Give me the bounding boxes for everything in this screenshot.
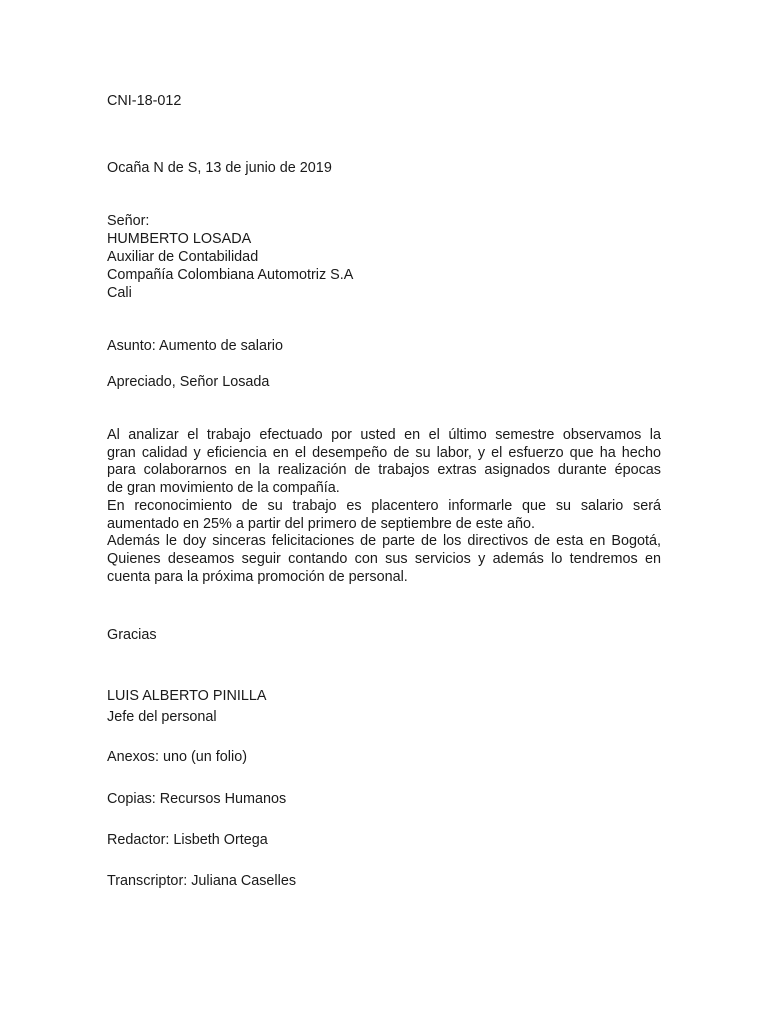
body-line: para colaborarnos en la realización de trabajos extras asignados durante épocas [107, 462, 661, 479]
body-line: gran calidad y eficiencia en el desempeño de su labor, y el esfuerzo que ha hecho [107, 444, 661, 461]
recipient-block [107, 212, 353, 302]
body-line: aumentado en 25% a partir del primero de septiembre de este año. [107, 515, 535, 532]
body-line: cuenta para la próxima promoción de personal. [107, 568, 408, 585]
closing: Gracias [107, 627, 157, 643]
recipient-salutation-title: Señor: [107, 213, 150, 229]
recipient-city: Cali [107, 285, 132, 301]
sender-name: LUIS ALBERTO PINILLA [107, 688, 267, 704]
greeting: Apreciado, Señor Losada [107, 374, 270, 390]
sender-title: Jefe del personal [107, 709, 217, 725]
body-line: Quienes deseamos seguir contando con sus servicios y además lo tendremos en [107, 550, 661, 567]
transcriber-line: Transcriptor: Juliana Caselles [107, 873, 297, 889]
place-date: Ocaña N de S, 13 de junio de 2019 [107, 160, 332, 176]
copies-line: Copias: Recursos Humanos [107, 791, 287, 807]
recipient-name: HUMBERTO LOSADA [107, 231, 252, 247]
subject-line: Asunto: Aumento de salario [107, 338, 283, 354]
annexes-line: Anexos: uno (un folio) [107, 749, 247, 765]
body-line: Además le doy sinceras felicitaciones de parte de los directivos de esta en Bogotá, [107, 533, 661, 550]
recipient-position: Auxiliar de Contabilidad [107, 249, 259, 265]
reference-code: CNI-18-012 [107, 93, 182, 109]
body-line: Al analizar el trabajo efectuado por usted en el último semestre observamos la [107, 427, 661, 443]
letter-body [107, 427, 661, 586]
body-line: de gran movimiento de la compañía. [107, 480, 340, 497]
recipient-company: Compañía Colombiana Automotriz S.A [107, 267, 354, 283]
writer-line: Redactor: Lisbeth Ortega [107, 832, 268, 848]
body-line: En reconocimiento de su trabajo es placentero informarle que su salario será [107, 497, 661, 514]
